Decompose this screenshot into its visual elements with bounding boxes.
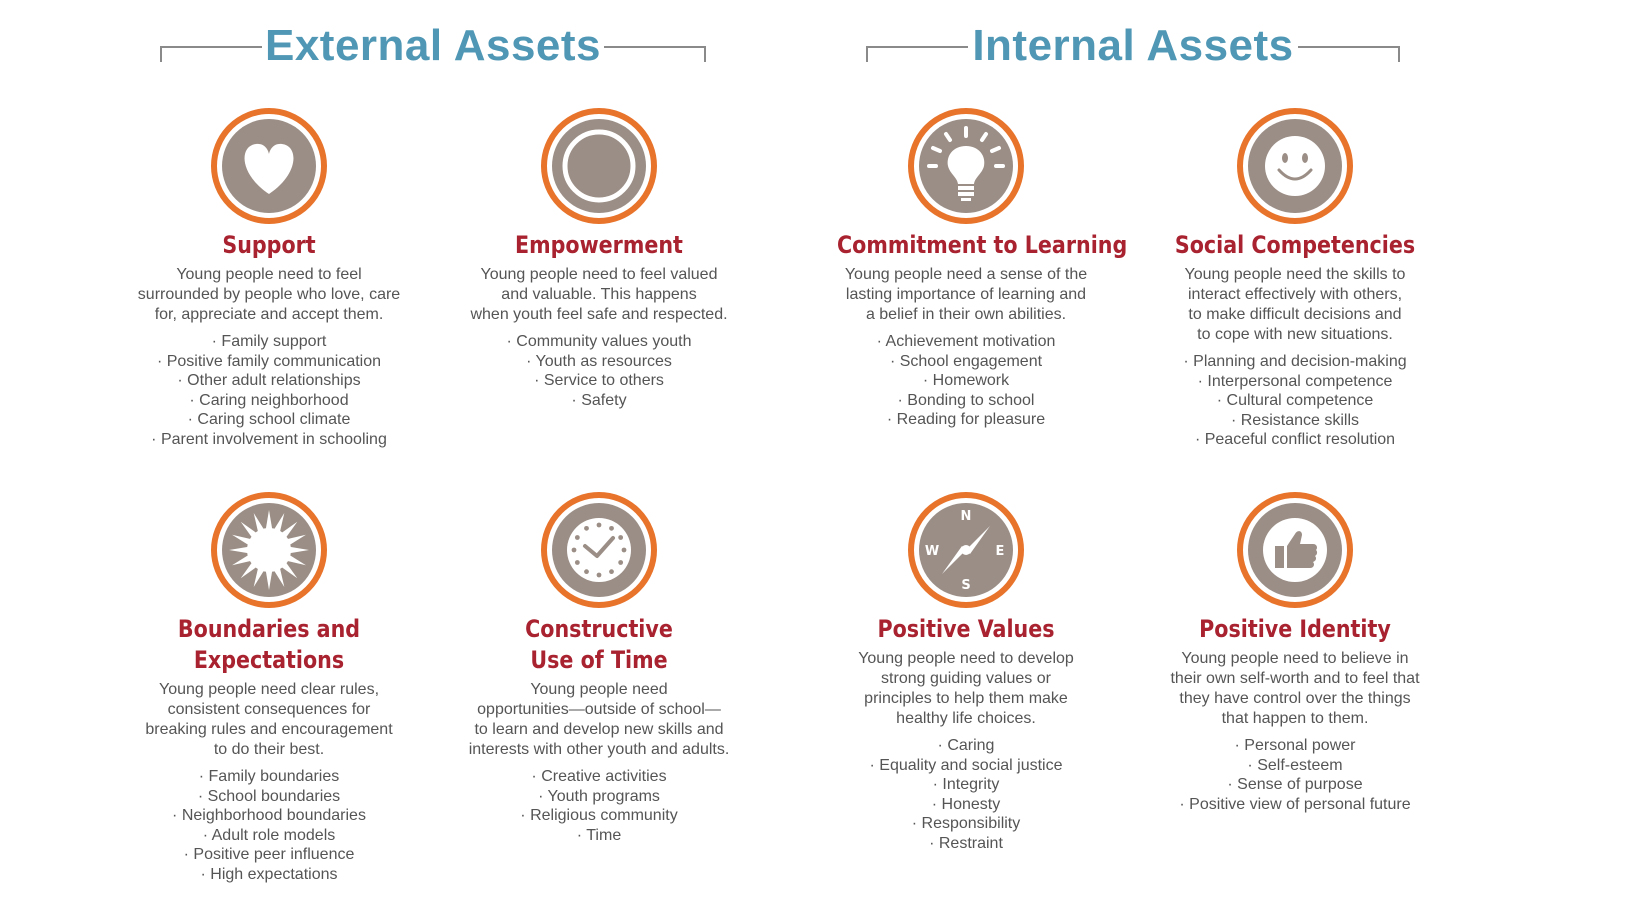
asset-description: Young people need opportunities—outside of school— to learn and develop new skills and interests with other youth and adults.: [468, 681, 730, 758]
asset-support: [119, 106, 419, 450]
compass-s-label: S: [961, 578, 971, 593]
lightbulb-icon: [906, 106, 1026, 226]
thumbs-up-icon: [1235, 490, 1355, 610]
compass-n-label: N: [960, 509, 972, 524]
list-item: · Time: [449, 826, 749, 846]
list-item: · Integrity: [816, 775, 1116, 795]
asset-list: [816, 736, 1116, 854]
external-assets-header: [160, 20, 706, 72]
list-item: · Positive peer influence: [119, 845, 419, 865]
clock-icon: [539, 490, 659, 610]
list-item: · Neighborhood boundaries: [119, 806, 419, 826]
asset-list: [449, 332, 749, 410]
list-item: · Equality and social justice: [816, 756, 1116, 776]
list-item: · Safety: [449, 391, 749, 411]
sunburst-icon: [209, 490, 329, 610]
list-item: · School boundaries: [119, 787, 419, 807]
list-item: · Parent involvement in schooling: [119, 430, 419, 450]
list-item: · Homework: [816, 371, 1116, 391]
list-item: · Positive view of personal future: [1145, 795, 1445, 815]
asset-positive-values: [816, 490, 1116, 854]
asset-description: Young people need to believe in their own self-worth and to feel that they have control over the things that happen to them.: [1170, 650, 1420, 727]
list-item: · Interpersonal competence: [1145, 372, 1445, 392]
list-item: · Sense of purpose: [1145, 775, 1445, 795]
list-item: · Creative activities: [449, 767, 749, 787]
list-item: · Bonding to school: [816, 391, 1116, 411]
asset-title: Positive Identity: [1199, 615, 1391, 643]
list-item: · Resistance skills: [1145, 411, 1445, 431]
smiley-icon: [1235, 106, 1355, 226]
list-item: · Personal power: [1145, 736, 1445, 756]
list-item: · Religious community: [449, 806, 749, 826]
list-item: · Adult role models: [119, 826, 419, 846]
list-item: · Youth as resources: [449, 352, 749, 372]
list-item: · Honesty: [816, 795, 1116, 815]
list-item: · Peaceful conflict resolution: [1145, 430, 1445, 450]
asset-list: [119, 767, 419, 885]
asset-list: [119, 332, 419, 450]
list-item: · Caring: [816, 736, 1116, 756]
asset-description: Young people need to feel surrounded by people who love, care for, appreciate and accept them.: [137, 266, 401, 323]
internal-assets-header: [866, 20, 1400, 72]
asset-title: Commitment to Learning: [837, 231, 1128, 259]
list-item: · Family support: [119, 332, 419, 352]
list-item: · Cultural competence: [1145, 391, 1445, 411]
asset-empowerment: [449, 106, 749, 410]
asset-positive-identity: [1145, 490, 1445, 814]
asset-description: Young people need to feel valued and valuable. This happens when youth feel safe and respected.: [470, 266, 728, 323]
asset-description: Young people need the skills to interact effectively with others, to make difficult decisions and to cope with new situations.: [1184, 266, 1406, 343]
list-item: · Planning and decision-making: [1145, 352, 1445, 372]
list-item: · Self-esteem: [1145, 756, 1445, 776]
asset-list: [449, 767, 749, 845]
asset-title: Positive Values: [877, 615, 1055, 643]
compass-e-label: E: [995, 544, 1005, 559]
external-assets-title: External Assets: [264, 21, 602, 70]
asset-title: Support: [222, 231, 316, 259]
list-item: · Other adult relationships: [119, 371, 419, 391]
internal-assets-title: Internal Assets: [972, 21, 1294, 70]
asset-title: Social Competencies: [1174, 231, 1416, 259]
list-item: · Positive family communication: [119, 352, 419, 372]
list-item: · Caring school climate: [119, 410, 419, 430]
asset-social-competencies: [1145, 106, 1445, 450]
asset-commitment-to-learning: [816, 106, 1128, 430]
list-item: · Reading for pleasure: [816, 410, 1116, 430]
compass-icon: [906, 490, 1026, 610]
compass-w-label: W: [924, 544, 940, 559]
list-item: · Youth programs: [449, 787, 749, 807]
asset-constructive-use-of-time: [449, 490, 749, 845]
list-item: · Responsibility: [816, 814, 1116, 834]
list-item: · Family boundaries: [119, 767, 419, 787]
list-item: · Service to others: [449, 371, 749, 391]
asset-description: Young people need to develop strong guiding values or principles to help them make healthy life choices.: [858, 650, 1074, 727]
asset-list: [1145, 352, 1445, 450]
asset-title: Constructive Use of Time: [525, 615, 673, 674]
asset-boundaries-and-expectations: [119, 490, 419, 885]
asset-list: [816, 332, 1116, 430]
list-item: · High expectations: [119, 865, 419, 885]
asset-description: Young people need clear rules, consistent consequences for breaking rules and encouragement to do their best.: [145, 681, 393, 758]
asset-description: Young people need a sense of the lasting importance of learning and a belief in their own abilities.: [844, 266, 1088, 323]
list-item: · Caring neighborhood: [119, 391, 419, 411]
asset-title: Boundaries and Expectations: [177, 615, 361, 674]
list-item: · Community values youth: [449, 332, 749, 352]
asset-list: [1145, 736, 1445, 814]
list-item: · Achievement motivation: [816, 332, 1116, 352]
list-item: · School engagement: [816, 352, 1116, 372]
asset-title: Empowerment: [515, 231, 683, 259]
star-icon: [539, 106, 659, 226]
heart-icon: [209, 106, 329, 226]
list-item: · Restraint: [816, 834, 1116, 854]
